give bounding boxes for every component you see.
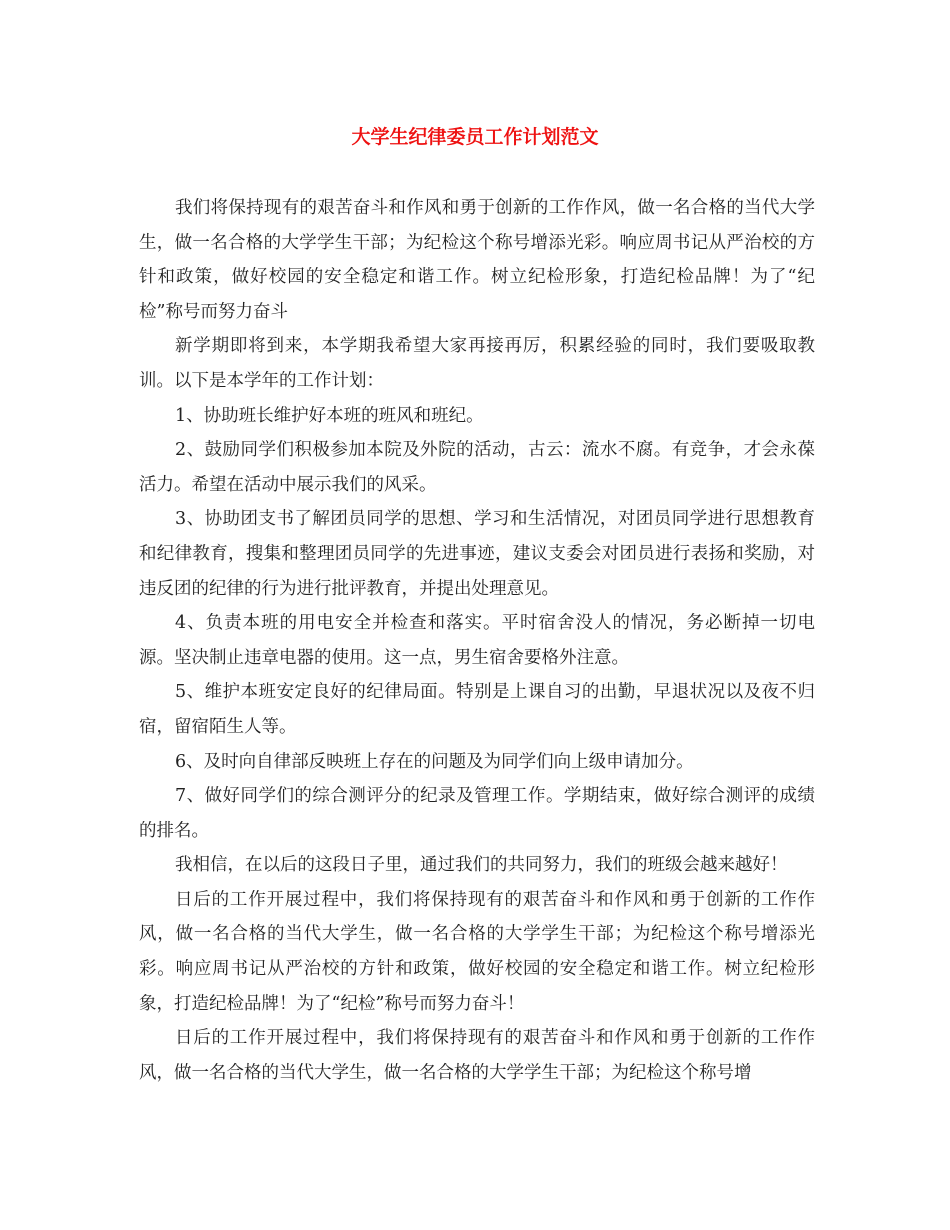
list-item: 1、协助班长维护好本班的班风和班纪。	[175, 405, 484, 426]
paragraph: 日后的工作开展过程中，我们将保持现有的艰苦奋斗和作风和勇于创新的工作作风，做一名合格的当代大学生，做一名合格的大学学生干部；为纪检这个称号增	[139, 1028, 815, 1083]
list-item: 7、做好同学们的综合测评分的纪录及管理工作。学期结束，做好综合测评的成绩的排名。	[139, 786, 815, 841]
list-item: 2、鼓励同学们积极参加本院及外院的活动，古云：流水不腐。有竞争，才会永葆活力。希望在活动中展示我们的风采。	[139, 440, 815, 495]
paragraph: 日后的工作开展过程中，我们将保持现有的艰苦奋斗和作风和勇于创新的工作作风，做一名合格的当代大学生，做一名合格的大学学生干部；为纪检这个称号增添光彩。响应周书记从严治校的方针和政策，做好校园的安全稳定和谐工作。树立纪检形象，打造纪检品牌！为了“纪检”称号而努力奋斗！	[139, 889, 815, 1014]
paragraph: 我们将保持现有的艰苦奋斗和作风和勇于创新的工作作风，做一名合格的当代大学生，做一名合格的大学学生干部；为纪检这个称号增添光彩。响应周书记从严治校的方针和政策，做好校园的安全稳定和谐工作。树立纪检形象，打造纪检品牌！为了“纪检”称号而努力奋斗	[139, 198, 815, 322]
list-item: 3、协助团支书了解团员同学的思想、学习和生活情况，对团员同学进行思想教育和纪律教育，搜集和整理团员同学的先进事迹，建议支委会对团员进行表扬和奖励，对违反团的纪律的行为进行批评教育，并提出处理意见。	[139, 509, 815, 599]
list-item: 5、维护本班安定良好的纪律局面。特别是上课自习的出勤，早退状况以及夜不归宿，留宿陌生人等。	[139, 682, 815, 737]
list-item: 4、负责本班的用电安全并检查和落实。平时宿舍没人的情况，务必断掉一切电源。坚决制止违章电器的使用。这一点，男生宿舍要格外注意。	[139, 613, 815, 668]
paragraph: 新学期即将到来，本学期我希望大家再接再厉，积累经验的同时，我们要吸取教训。以下是本学年的工作计划：	[139, 336, 815, 391]
list-item: 6、及时向自律部反映班上存在的问题及为同学们向上级申请加分。	[175, 751, 694, 772]
paragraph: 我相信，在以后的这段日子里，通过我们的共同努力，我们的班级会越来越好！	[175, 855, 788, 876]
document-body	[139, 191, 815, 1090]
document-title: 大学生纪律委员工作计划范文	[351, 126, 599, 148]
